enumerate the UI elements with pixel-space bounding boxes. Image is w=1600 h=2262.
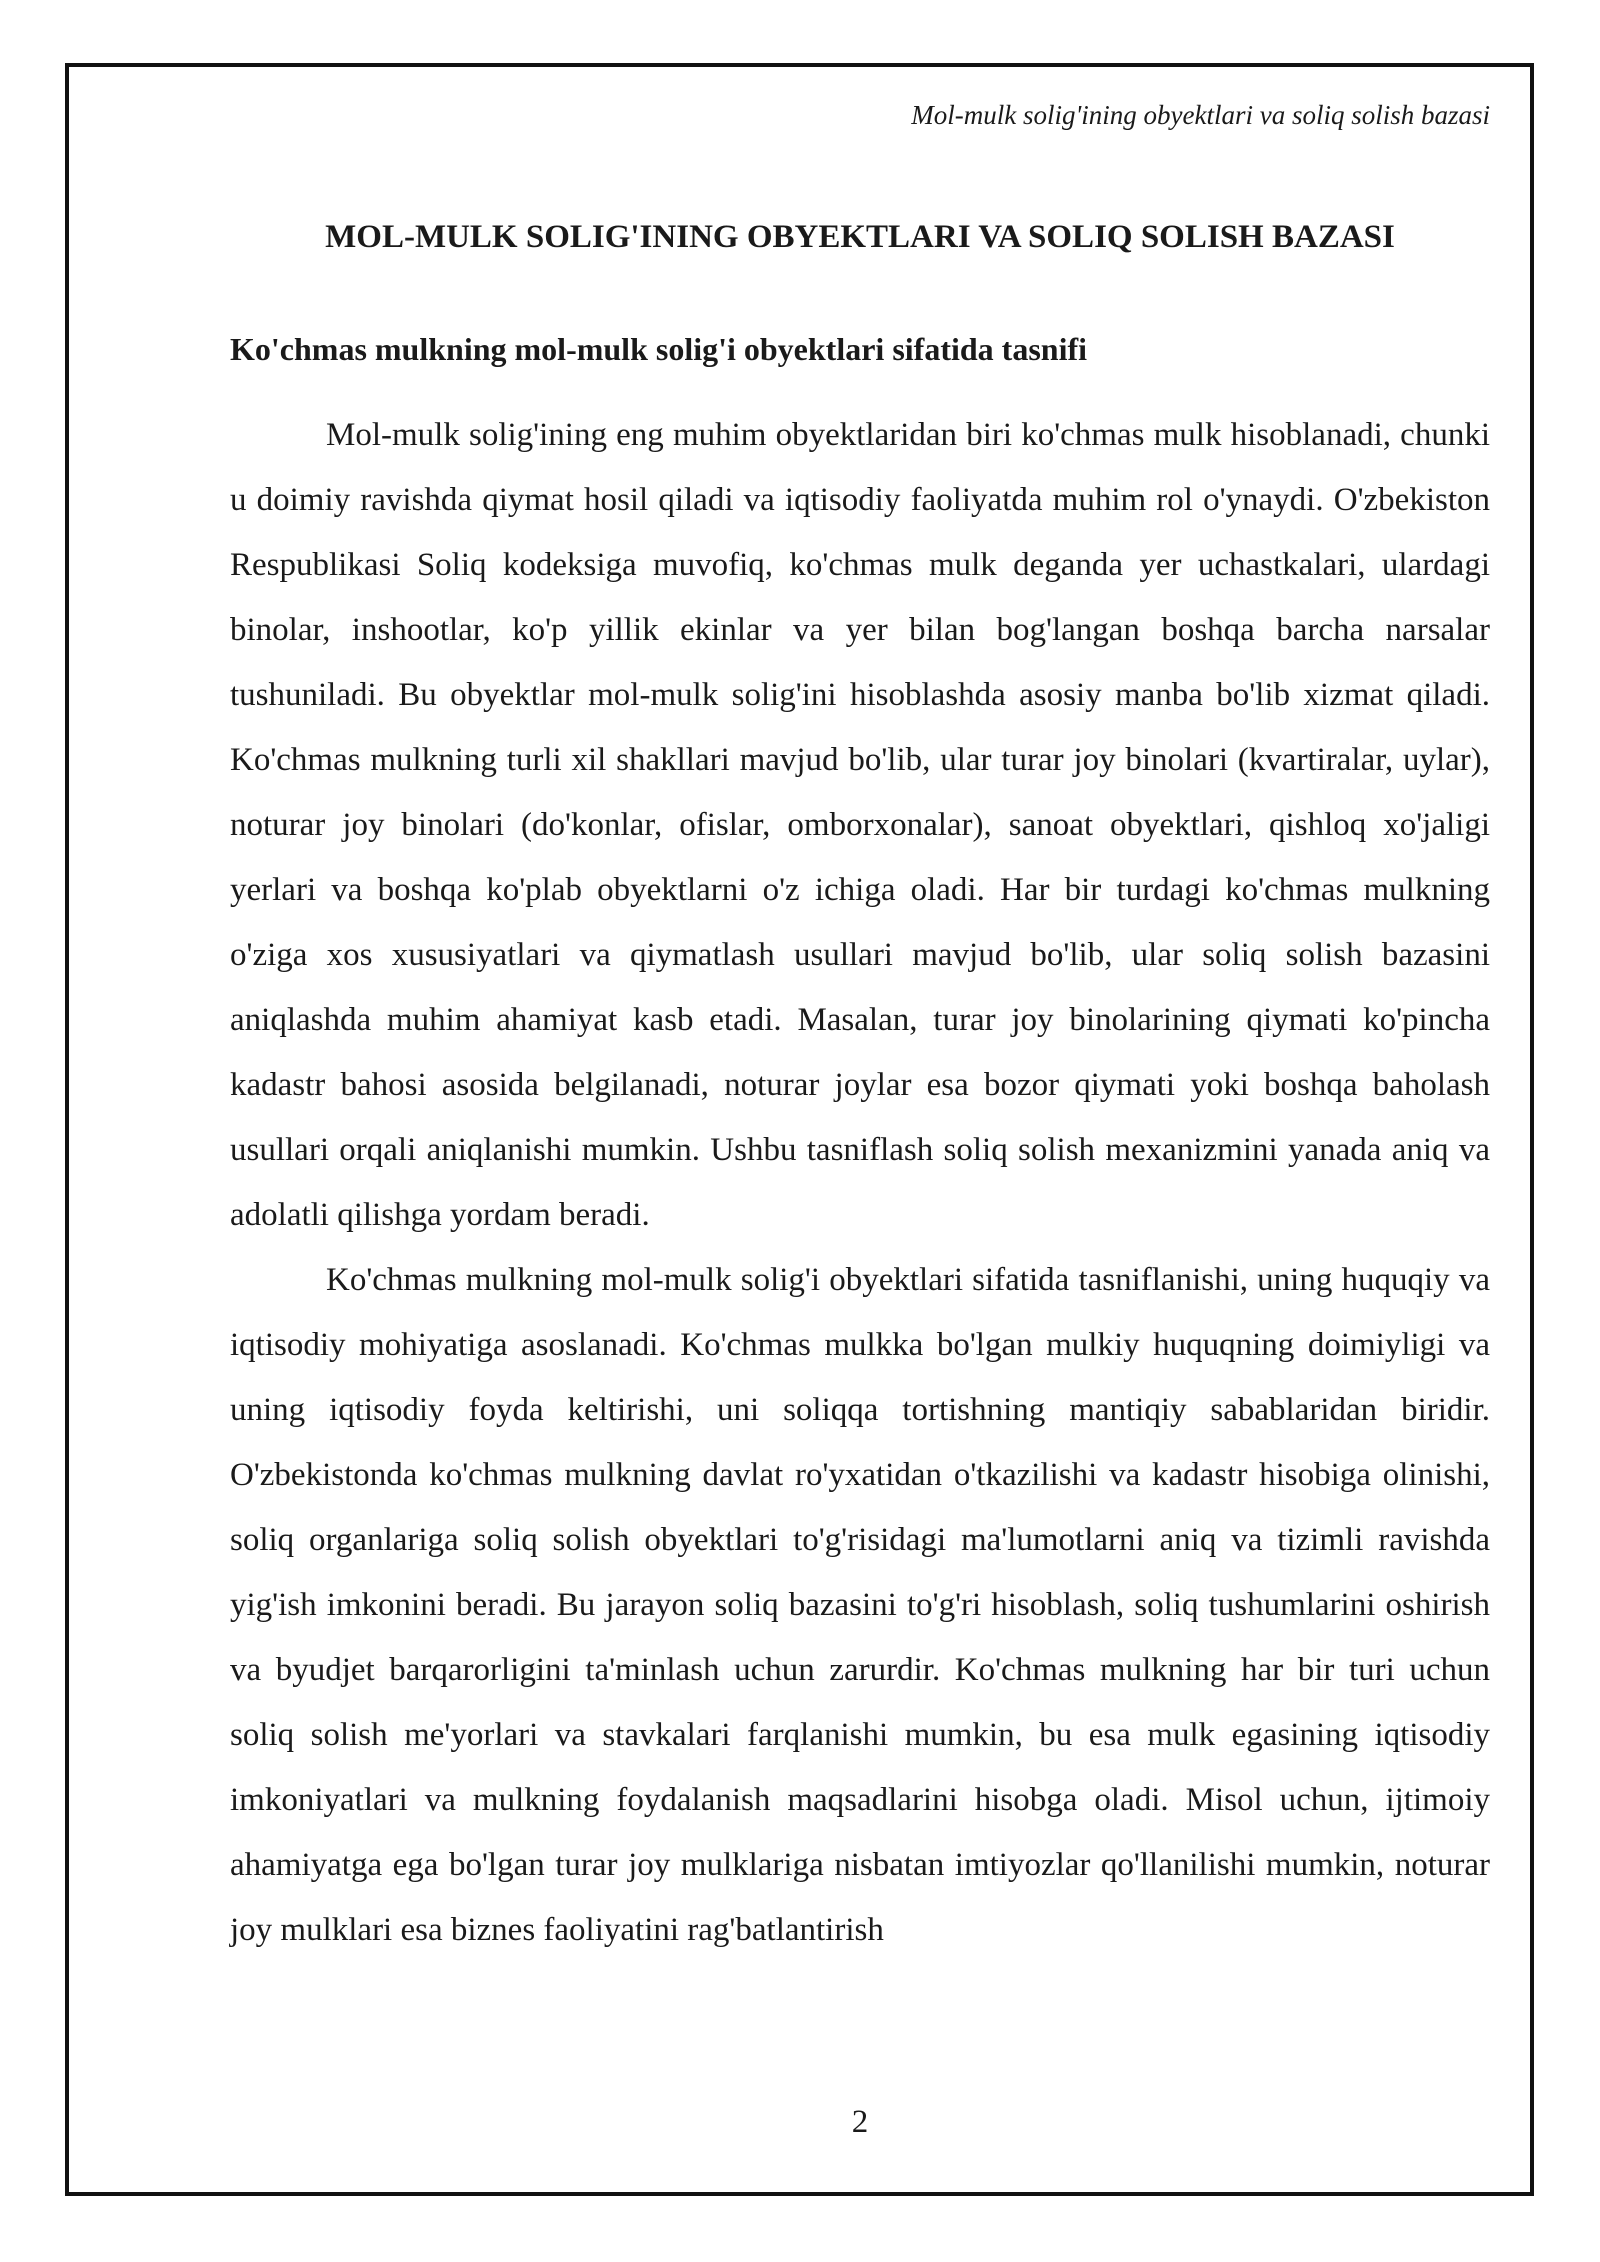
running-header: Mol-mulk solig'ining obyektlari va soliq solish bazasi (911, 100, 1490, 130)
document-title: MOL-MULK SOLIG'INING OBYEKTLARI VA SOLIQ SOLISH BAZASI (325, 219, 1395, 255)
section-heading: Ko'chmas mulkning mol-mulk solig'i obyektlari sifatida tasnifi (230, 331, 1087, 367)
body-text (230, 403, 1490, 1963)
paragraph-1: Mol-mulk solig'ining eng muhim obyektlaridan biri ko'chmas mulk hisoblanadi, chunki u doimiy ravishda qiymat hosil qiladi va iqtisodiy faoliyatda muhim rol o'ynaydi. O'zbekiston Respublikasi Soliq kodeksiga muvofiq, ko'chmas mulk deganda yer uchastkalari, ulardagi binolar, inshootlar, ko'p yillik ekinlar va yer bilan bog'langan boshqa barcha narsalar tushuniladi. Bu obyektlar mol-mulk solig'ini hisoblashda asosiy manba bo'lib xizmat qiladi. Ko'chmas mulkning turli xil shakllari mavjud bo'lib, ular turar joy binolari (kvartiralar, uylar), noturar joy binolari (do'konlar, ofislar, omborxonalar), sanoat obyektlari, qishloq xo'jaligi yerlari va boshqa ko'plab obyektlarni o'z ichiga oladi. Har bir turdagi ko'chmas mulkning o'ziga xos xususiyatlari va qiymatlash usullari mavjud bo'lib, ular soliq solish bazasini aniqlashda muhim ahamiyat kasb etadi. Masalan, turar joy binolarining qiymati ko'pincha kadastr bahosi asosida belgilanadi, noturar joylar esa bozor qiymati yoki boshqa baholash usullari orqali aniqlanishi mumkin. Ushbu tasniflash soliq solish mexanizmini yanada aniq va adolatli qilishga yordam beradi. (230, 417, 1490, 1233)
paragraph-2: Ko'chmas mulkning mol-mulk solig'i obyektlari sifatida tasniflanishi, uning huquqiy va iqtisodiy mohiyatiga asoslanadi. Ko'chmas mulkka bo'lgan mulkiy huquqning doimiyligi va uning iqtisodiy foyda keltirishi, uni soliqqa tortishning mantiqiy sabablaridan biridir. O'zbekistonda ko'chmas mulkning davlat ro'yxatidan o'tkazilishi va kadastr hisobiga olinishi, soliq organlariga soliq solish obyektlari to'g'risidagi ma'lumotlarni aniq va tizimli ravishda yig'ish imkonini beradi. Bu jarayon soliq bazasini to'g'ri hisoblash, soliq tushumlarini oshirish va byudjet barqarorligini ta'minlash uchun zarurdir. Ko'chmas mulkning har bir turi uchun soliq solish me'yorlari va stavkalari farqlanishi mumkin, bu esa mulk egasining iqtisodiy imkoniyatlari va mulkning foydalanish maqsadlarini hisobga oladi. Misol uchun, ijtimoiy ahamiyatga ega bo'lgan turar joy mulklariga nisbatan imtiyozlar qo'llanilishi mumkin, noturar joy mulklari esa biznes faoliyatini rag'batlantirish (230, 1262, 1490, 1948)
page-number: 2 (851, 2104, 869, 2140)
